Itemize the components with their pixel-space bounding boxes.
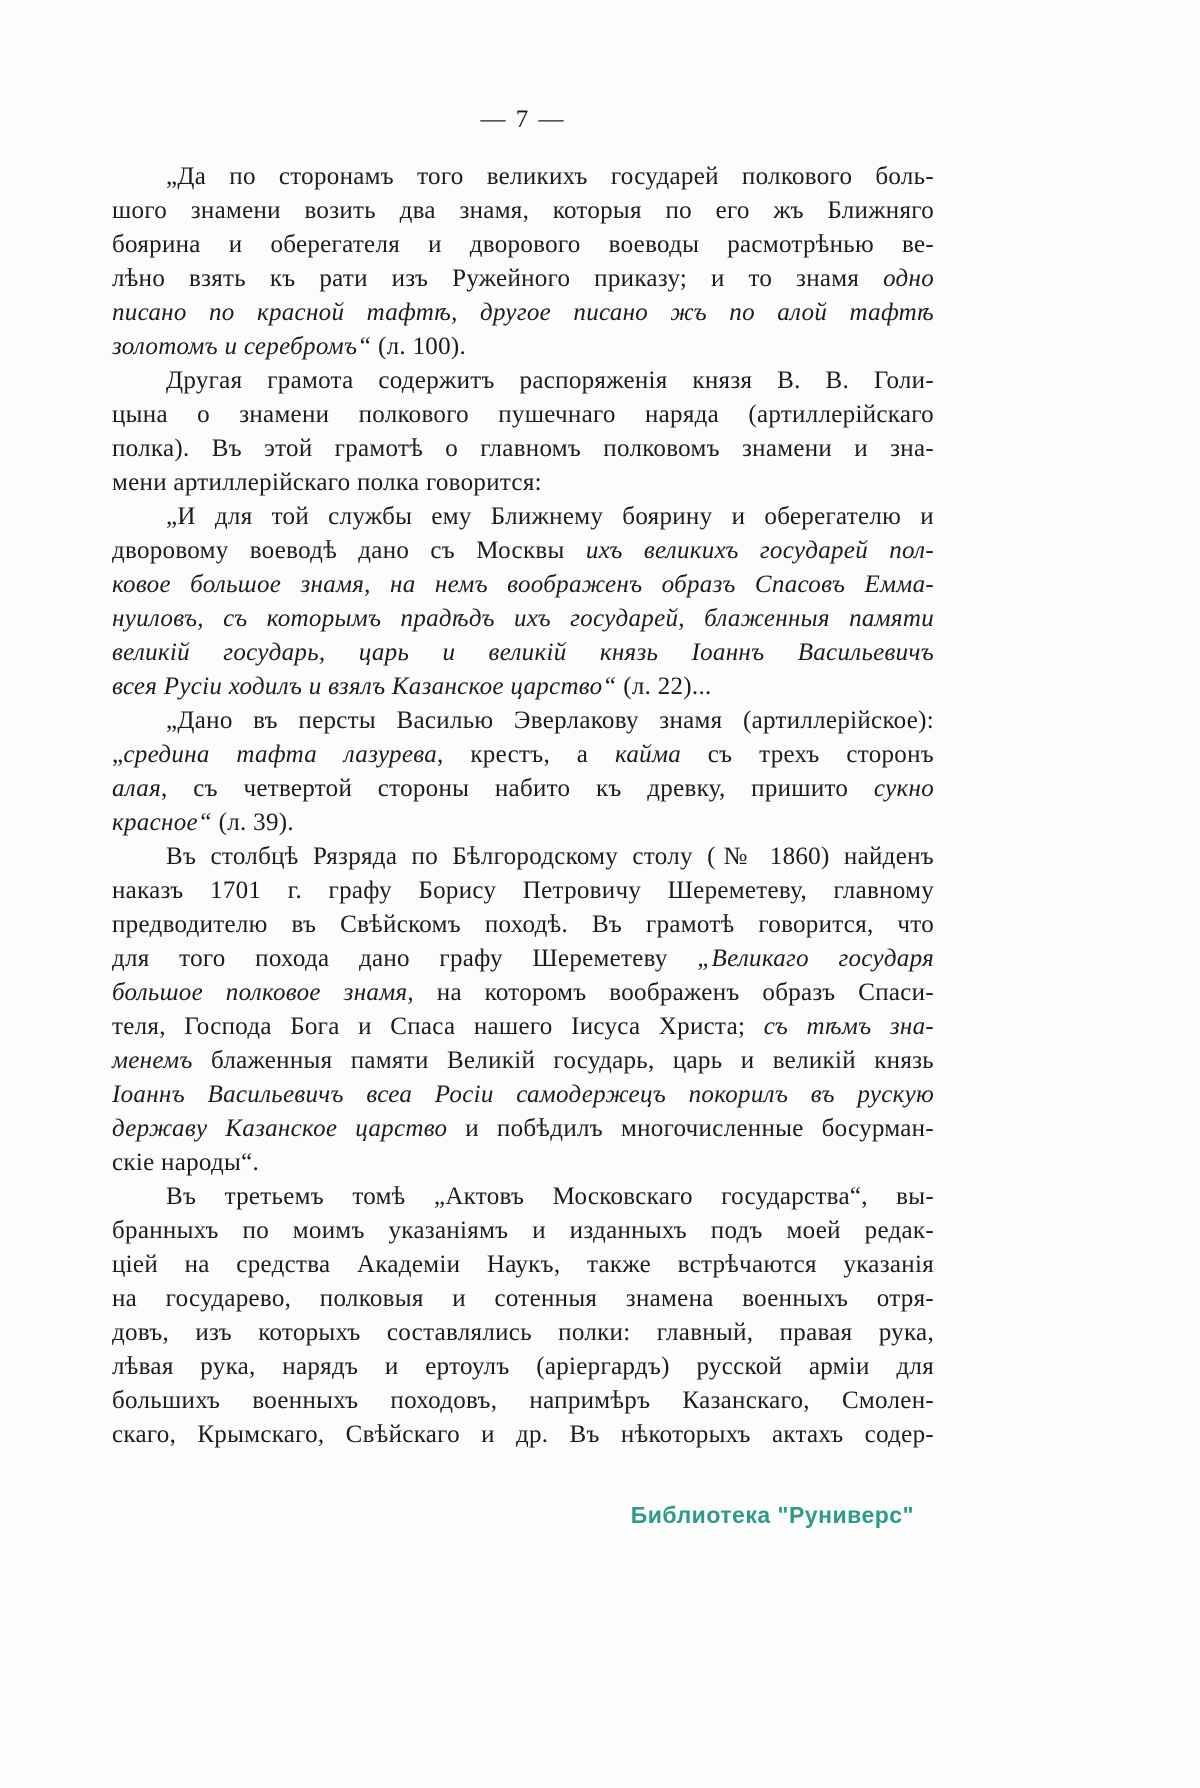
text-segment: теля, Господа Бога и Спаса нашего Іисуса Христа; bbox=[112, 1013, 764, 1040]
text-line bbox=[112, 466, 934, 500]
text-line bbox=[112, 500, 934, 534]
text-segment: Другая грамота содержитъ распоряженія князя В. В. Голи- bbox=[166, 367, 934, 394]
italic-text-segment: ихъ великихъ государей пол- bbox=[585, 537, 935, 564]
text-line bbox=[112, 1180, 934, 1214]
text-line bbox=[112, 976, 934, 1010]
text-segment: блаженныя памяти Великій государь, царь и великій князь bbox=[192, 1047, 934, 1074]
text-line bbox=[112, 840, 934, 874]
text-segment: лѣно взять къ рати изъ Ружейного приказу; и то знамя bbox=[112, 265, 884, 292]
text-segment: наказъ 1701 г. графу Борису Петровичу Шереметеву, главному bbox=[112, 877, 934, 904]
text-segment: большихъ военныхъ походовъ, напримѣръ Казанскаго, Смолен- bbox=[112, 1387, 934, 1414]
text-line bbox=[112, 432, 934, 466]
text-segment: скіе народы“. bbox=[112, 1149, 260, 1176]
text-line bbox=[112, 602, 934, 636]
text-line bbox=[112, 262, 934, 296]
text-line bbox=[112, 1214, 934, 1248]
text-segment: и побѣдилъ многочисленные босурман- bbox=[447, 1115, 934, 1142]
text-line bbox=[112, 738, 934, 772]
text-segment: на государево, полковыя и сотенныя знамена военныхъ отря- bbox=[112, 1285, 934, 1312]
text-segment: (л. 22)... bbox=[616, 673, 712, 700]
text-line bbox=[112, 1316, 934, 1350]
italic-text-segment: нуиловъ, съ которымъ прадѣдъ ихъ государей, блаженныя памяти bbox=[112, 605, 934, 632]
text-line bbox=[112, 1282, 934, 1316]
text-line bbox=[112, 704, 934, 738]
italic-text-segment: державу Казанское царство bbox=[112, 1115, 448, 1142]
text-block bbox=[112, 160, 934, 1452]
text-segment: (л. 100). bbox=[371, 333, 467, 360]
italic-text-segment: сукно bbox=[873, 775, 934, 802]
text-segment: „ bbox=[112, 741, 124, 768]
page-number: — 7 — bbox=[480, 106, 566, 133]
text-line bbox=[112, 636, 934, 670]
text-segment: лѣвая рука, нарядъ и ертоулъ (аріергардъ) русской арміи для bbox=[112, 1353, 934, 1380]
text-line bbox=[112, 364, 934, 398]
text-segment: дворовому воеводѣ дано съ Москвы bbox=[112, 537, 586, 564]
text-segment: на которомъ воображенъ образъ Спаси- bbox=[413, 979, 934, 1006]
text-line bbox=[112, 772, 934, 806]
text-segment: предводителю въ Свѣйскомъ походѣ. Въ грамотѣ говорится, что bbox=[112, 911, 934, 938]
text-line bbox=[112, 160, 934, 194]
italic-text-segment: великій государь, царь и великій князь Іоаннъ Васильевичъ bbox=[112, 639, 934, 666]
text-segment: , крестъ, а bbox=[437, 741, 615, 768]
text-line bbox=[112, 194, 934, 228]
text-line bbox=[112, 1112, 934, 1146]
text-segment: полка). Въ этой грамотѣ о главномъ полковомъ знамени и зна- bbox=[112, 435, 934, 462]
text-line bbox=[112, 1078, 934, 1112]
text-line bbox=[112, 1146, 934, 1180]
text-line bbox=[112, 942, 934, 976]
text-segment: „И для той службы ему Ближнему боярину и оберегателю и bbox=[166, 503, 934, 530]
text-line bbox=[112, 228, 934, 262]
text-segment: мени артиллерійскаго полка говорится: bbox=[112, 469, 542, 496]
text-line bbox=[112, 398, 934, 432]
text-segment: Въ столбцѣ Рязряда по Бѣлгородскому столу (№ 1860) найденъ bbox=[166, 843, 934, 870]
text-line bbox=[112, 534, 934, 568]
text-line bbox=[112, 330, 934, 364]
text-line bbox=[112, 296, 934, 330]
text-segment: „Да по сторонамъ того великихъ государей полкового боль- bbox=[166, 163, 934, 190]
italic-text-segment: алая bbox=[112, 775, 162, 802]
italic-text-segment: писано по красной тафтѣ, другое писано жъ по алой тафтѣ bbox=[112, 299, 934, 326]
text-segment: , съ четвертой стороны набито къ древку, пришито bbox=[161, 775, 874, 802]
text-segment: боярина и оберегателя и дворового воеводы расмотрѣнью ве- bbox=[112, 231, 934, 258]
italic-text-segment: красное“ bbox=[112, 809, 213, 836]
text-line bbox=[112, 806, 934, 840]
italic-text-segment: „Великаго государя bbox=[697, 945, 934, 972]
text-segment: ціей на средства Академіи Наукъ, также встрѣчаются указанія bbox=[112, 1251, 934, 1278]
italic-text-segment: большое полковое знамя, bbox=[112, 979, 414, 1006]
text-line bbox=[112, 1384, 934, 1418]
text-line bbox=[112, 1418, 934, 1452]
text-line bbox=[112, 908, 934, 942]
text-line bbox=[112, 1044, 934, 1078]
italic-text-segment: золотомъ и серебромъ“ bbox=[112, 333, 372, 360]
italic-text-segment: средина тафта лазурева bbox=[123, 741, 438, 768]
text-line bbox=[112, 874, 934, 908]
italic-text-segment: всея Русіи ходилъ и взялъ Казанское царство“ bbox=[112, 673, 617, 700]
text-segment: бранныхъ по моимъ указаніямъ и изданныхъ подъ моей редак- bbox=[112, 1217, 934, 1244]
text-line bbox=[112, 1350, 934, 1384]
text-line bbox=[112, 568, 934, 602]
text-segment: Въ третьемъ томѣ „Актовъ Московскаго государства“, вы- bbox=[166, 1183, 934, 1210]
italic-text-segment: менемъ bbox=[112, 1047, 193, 1074]
text-line bbox=[112, 1248, 934, 1282]
text-line bbox=[112, 1010, 934, 1044]
library-watermark: Библиотека "Руниверс" bbox=[630, 1502, 914, 1528]
text-segment: (л. 39). bbox=[212, 809, 294, 836]
italic-text-segment: одно bbox=[883, 265, 934, 292]
text-segment: съ трехъ сторонъ bbox=[681, 741, 934, 768]
text-line bbox=[112, 670, 934, 704]
text-segment: шого знамени возить два знамя, которыя по его жъ Ближняго bbox=[112, 197, 934, 224]
text-segment: довъ, изъ которыхъ составлялись полки: главный, правая рука, bbox=[112, 1319, 934, 1346]
italic-text-segment: ковое большое знамя, на немъ воображенъ образъ Спасовъ Емма- bbox=[112, 571, 934, 598]
italic-text-segment: кайма bbox=[614, 741, 681, 768]
italic-text-segment: Іоаннъ Васильевичъ всеа Росіи самодержецъ покорилъ въ рускую bbox=[112, 1081, 934, 1108]
text-segment: скаго, Крымскаго, Свѣйскаго и др. Въ нѣкоторыхъ актахъ содер- bbox=[112, 1421, 934, 1448]
italic-text-segment: съ тѣмъ зна- bbox=[763, 1013, 935, 1040]
text-segment: „Дано въ персты Василью Эверлакову знамя (артиллерійское): bbox=[166, 707, 934, 734]
text-segment: цына о знамени полкового пушечнаго наряда (артиллерійскаго bbox=[112, 401, 934, 428]
text-segment: для того похода дано графу Шереметеву bbox=[112, 945, 698, 972]
